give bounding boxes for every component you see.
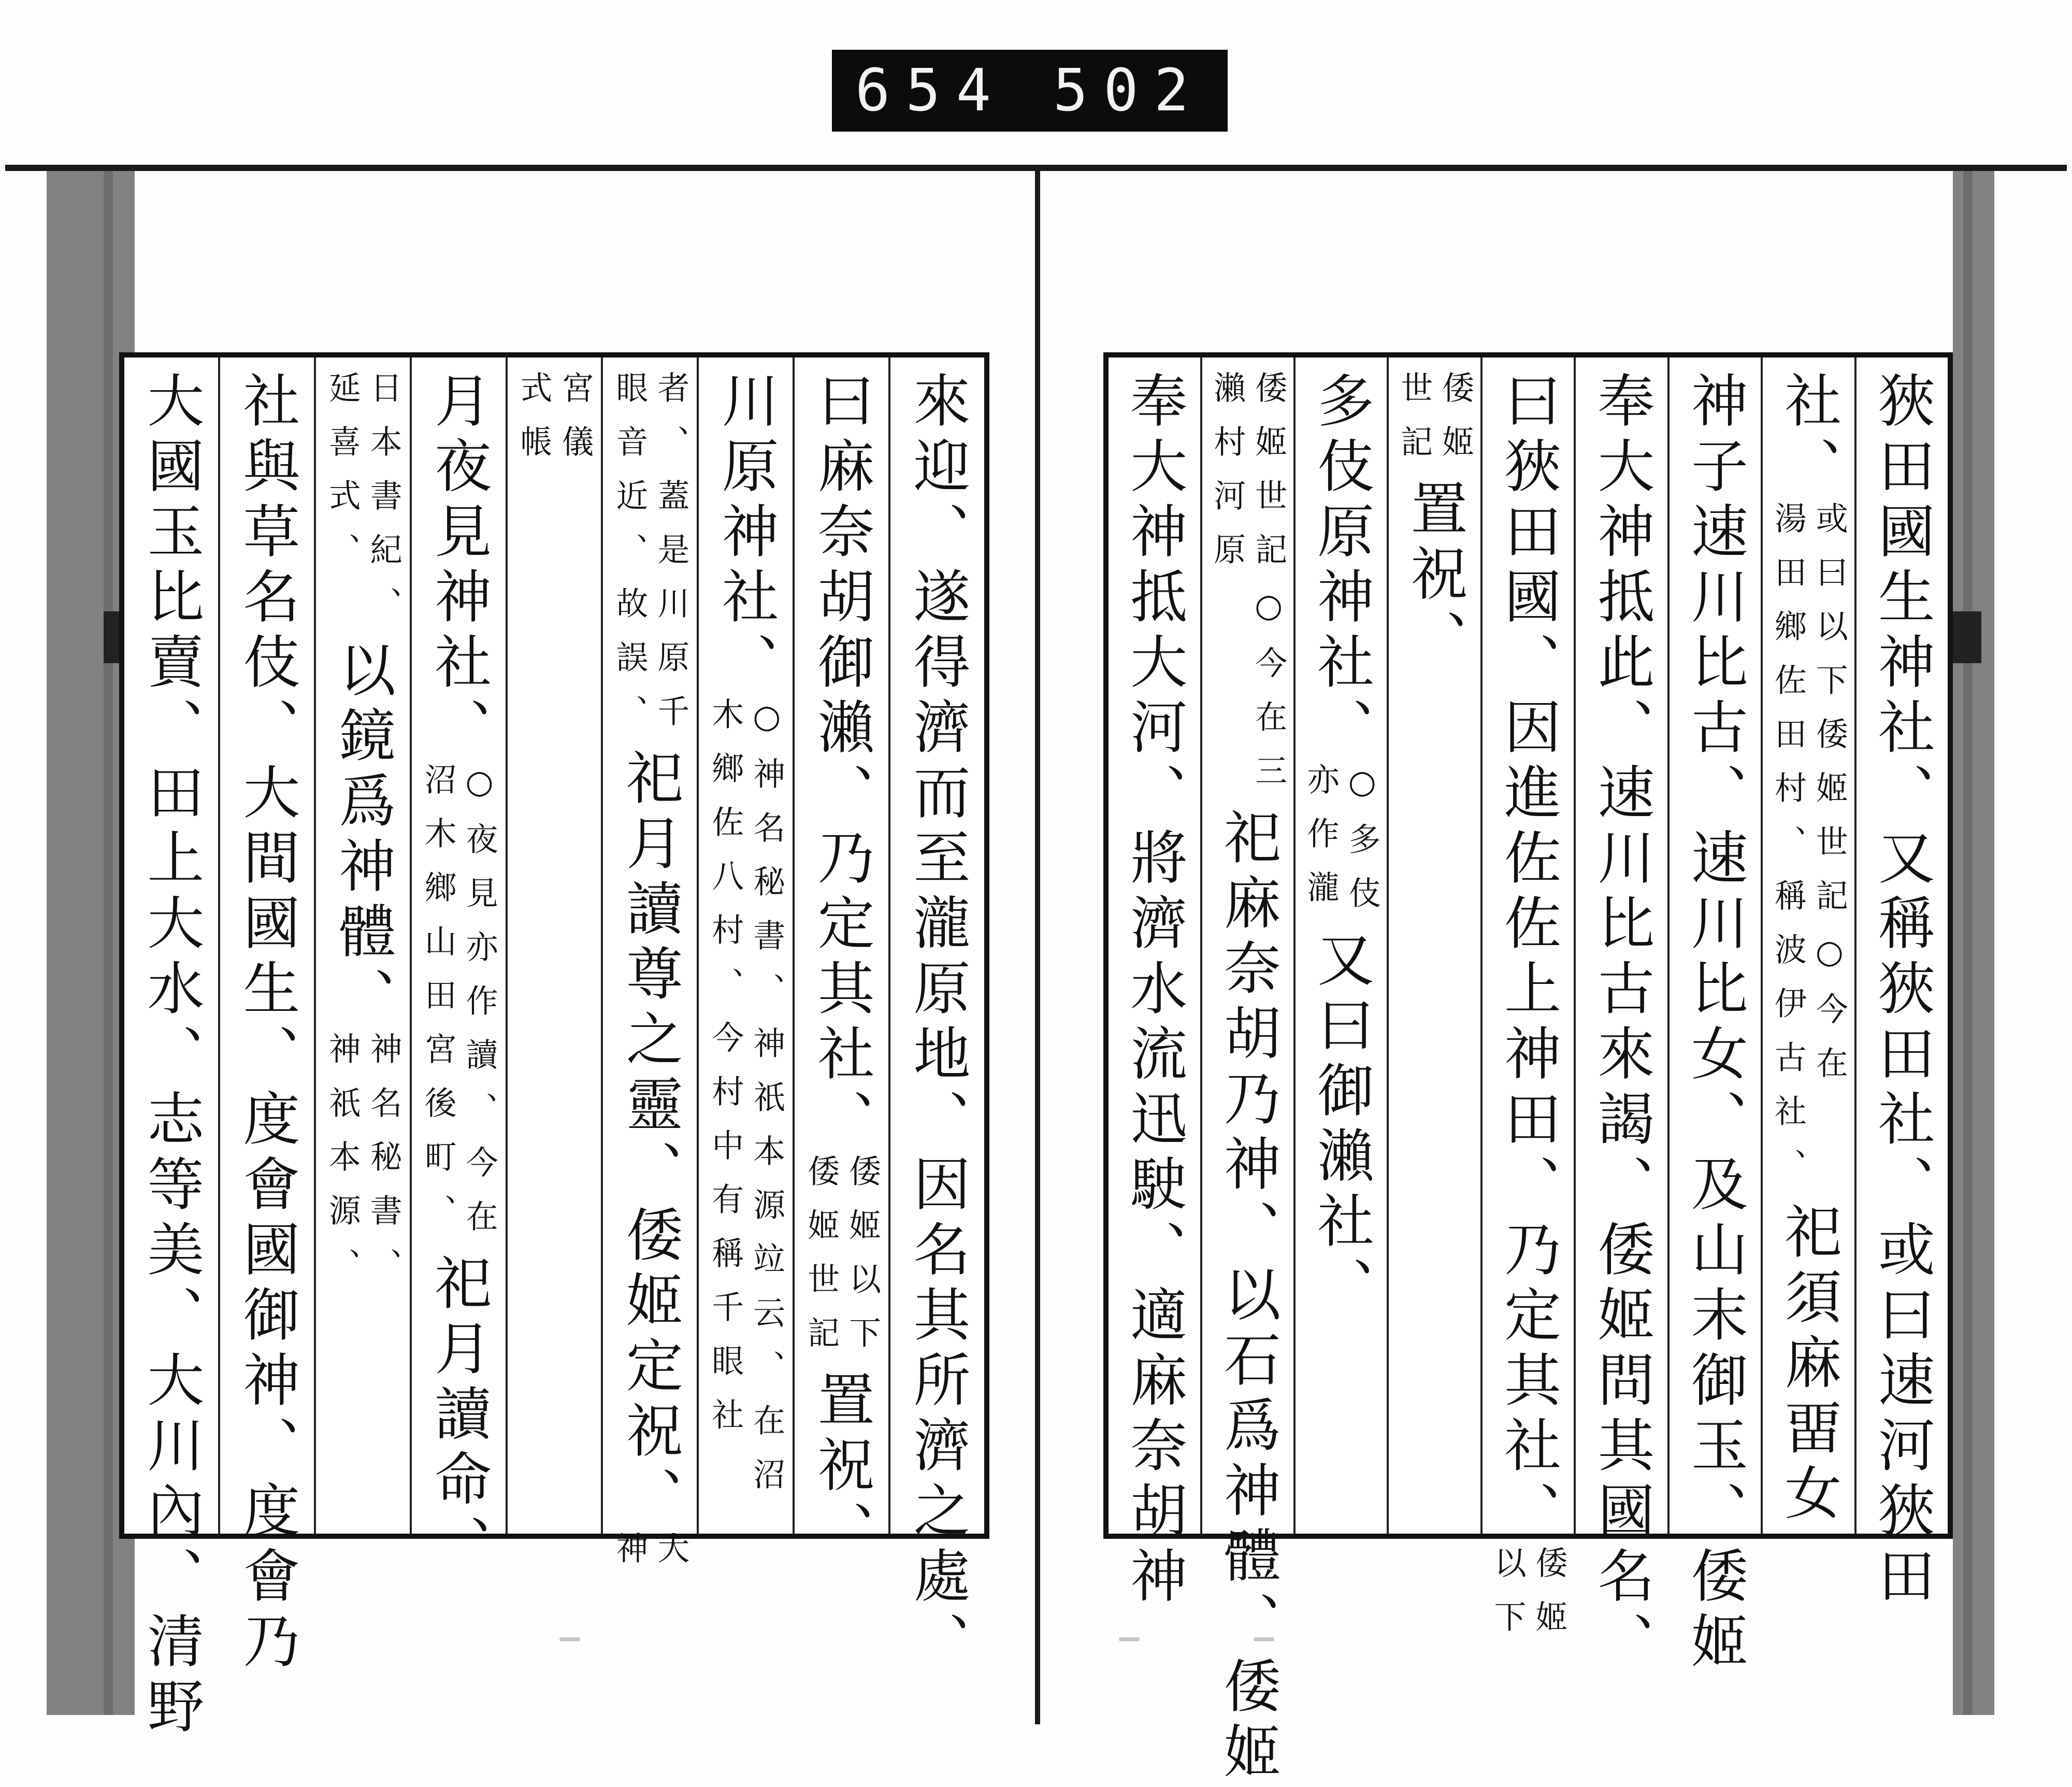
column-body: [899, 371, 976, 1677]
microfilm-frame-label: [832, 50, 1228, 132]
main-text: 神子速川比古、速川比女、及山末御玉、倭姬: [1681, 371, 1748, 1677]
text-column: [601, 358, 697, 1585]
main-text: 祀麻奈胡乃神、以石爲神體、倭姬: [1214, 808, 1281, 1787]
text-column: [506, 358, 601, 1534]
annotation-left: 倭姬世記: [802, 1154, 840, 1370]
main-text: 社、: [1775, 371, 1842, 502]
annotation-right: ○神名秘書、神祇本源竝云、在沼: [747, 697, 786, 1511]
main-text: 多伎原神社、: [1308, 371, 1375, 763]
annotation-pair: [1206, 371, 1289, 808]
annotation-pair: [609, 1532, 692, 1585]
annotation-right: 日本書紀、: [365, 371, 403, 640]
bleed-mark: [1119, 1637, 1140, 1641]
column-body: [132, 371, 210, 1742]
right-binding-shadow: [1953, 171, 1994, 1715]
annotation-pair: [800, 1154, 883, 1370]
annotation-left: 瀨村河原: [1208, 371, 1246, 587]
annotation-left: 湯田鄉佐田村、稱波伊古社、: [1769, 502, 1807, 1202]
column-body: [513, 371, 596, 1534]
column-body: [1206, 371, 1289, 1787]
column-body: [704, 371, 787, 1534]
right-margin-tab: [1950, 611, 1981, 663]
annotation-right: 倭姬: [1436, 371, 1475, 479]
column-body: [1115, 371, 1193, 1611]
column-body: [321, 371, 404, 1534]
main-text: 置祝、: [1401, 479, 1468, 675]
text-column: [1293, 358, 1387, 1534]
annotation-right: 大: [652, 1532, 690, 1585]
column-body: [800, 371, 883, 1566]
column-body: [228, 371, 306, 1677]
annotation-left: 延喜式、: [323, 371, 362, 587]
main-text: 來迎、遂得濟而至瀧原地、因名其所濟之處、: [904, 371, 971, 1677]
main-text: 奉大神抵大河、將濟水流迅駛、適麻奈胡神: [1121, 371, 1188, 1611]
annotation-left: 神祇本源、: [323, 1032, 362, 1302]
main-text: 祀月讀尊之靈、倭姬定祝、: [616, 748, 683, 1532]
column-body: [1767, 371, 1850, 1534]
column-body: [1582, 371, 1660, 1677]
column-body: [1393, 371, 1476, 1534]
bleed-mark: [559, 1637, 580, 1641]
annotation-right: ○夜見亦作讀、今在: [461, 763, 499, 1253]
main-text: 狹田國生神社、又稱狹田社、或曰速河狹田: [1868, 371, 1935, 1611]
main-text: 祀月讀命、: [425, 1253, 492, 1580]
annotation-pair: [321, 1032, 404, 1302]
column-body: [1863, 371, 1941, 1611]
left-page-columns: [124, 358, 984, 1742]
annotation-left: 神: [610, 1532, 649, 1585]
annotation-right: 神名秘書、: [365, 1032, 403, 1302]
left-page-text-frame: [119, 352, 989, 1742]
annotation-right: 宮儀: [556, 371, 594, 479]
right-page-text-frame: [1103, 352, 1953, 1787]
text-column: [1574, 358, 1667, 1677]
annotation-left: 亦作瀧: [1302, 763, 1340, 924]
annotation-left: 眼音近、故誤、: [610, 371, 649, 748]
annotation-pair: [1300, 763, 1383, 930]
main-text: 曰麻奈胡御瀨、乃定其社、: [808, 371, 875, 1154]
column-body: [1676, 371, 1754, 1677]
annotation-right: 倭姬世記○今在三: [1249, 371, 1288, 808]
annotation-pair: [417, 763, 500, 1253]
text-column: [1387, 358, 1480, 1534]
annotation-right: 倭姬: [1530, 1546, 1569, 1654]
annotation-right: 倭姬以下: [843, 1154, 882, 1370]
frame-number: 502: [1053, 57, 1205, 124]
annotation-pair: [1767, 502, 1850, 1202]
annotation-pair: [1393, 371, 1476, 479]
text-column: [1109, 358, 1200, 1611]
right-page-columns: [1109, 358, 1948, 1787]
annotation-left: 沼木鄉山田宮後町、: [419, 763, 457, 1248]
column-body: [417, 371, 500, 1580]
column-body: [1300, 371, 1383, 1534]
text-column: [314, 358, 410, 1534]
annotation-left: 世記: [1395, 371, 1433, 479]
column-body: [1487, 371, 1570, 1654]
main-text: 以鏡爲神體、: [329, 640, 396, 1032]
main-text: 又曰御瀨社、: [1308, 930, 1375, 1322]
annotation-left: 式帳: [514, 371, 553, 479]
text-column: [410, 358, 506, 1580]
text-column: [1200, 358, 1293, 1787]
text-column: [1854, 358, 1948, 1611]
reel-number: 654: [855, 57, 1007, 124]
column-body: [609, 371, 692, 1585]
text-column: [793, 358, 888, 1566]
main-text: 大國玉比賣、田上大水、志等美、大川內、清野: [138, 371, 205, 1742]
text-column: [888, 358, 984, 1677]
annotation-pair: [1487, 1546, 1570, 1654]
book-spine: [1035, 165, 1040, 1724]
annotation-right: 或曰以下倭姬世記○今在: [1810, 502, 1849, 1100]
main-text: 曰狹田國、因進佐佐上神田、乃定其社、: [1495, 371, 1562, 1546]
text-column: [218, 358, 314, 1677]
text-column: [1480, 358, 1574, 1654]
annotation-left: 木鄉佐八村、今村中有稱千眼社: [706, 697, 744, 1452]
text-column: [1667, 358, 1761, 1677]
annotation-pair: [704, 697, 787, 1511]
main-text: 月夜見神社、: [425, 371, 492, 763]
annotation-right: ○多伎: [1343, 763, 1382, 930]
annotation-pair: [609, 371, 692, 748]
annotation-right: 者、蓋是川原千: [652, 371, 690, 748]
main-text: 川原神社、: [712, 371, 779, 697]
main-text: 奉大神抵此、速川比古來謁、倭姬問其國名、: [1588, 371, 1655, 1677]
annotation-left: 以下: [1489, 1546, 1527, 1654]
text-column: [697, 358, 793, 1534]
main-text: 置祝、: [808, 1370, 875, 1566]
main-text: 祀須麻畱女: [1775, 1202, 1842, 1528]
annotation-pair: [321, 371, 404, 640]
main-text: 社與草名伎、大間國生、度會國御神、度會乃: [234, 371, 300, 1677]
annotation-pair: [513, 371, 596, 479]
text-column: [1761, 358, 1854, 1534]
text-column: [124, 358, 218, 1742]
